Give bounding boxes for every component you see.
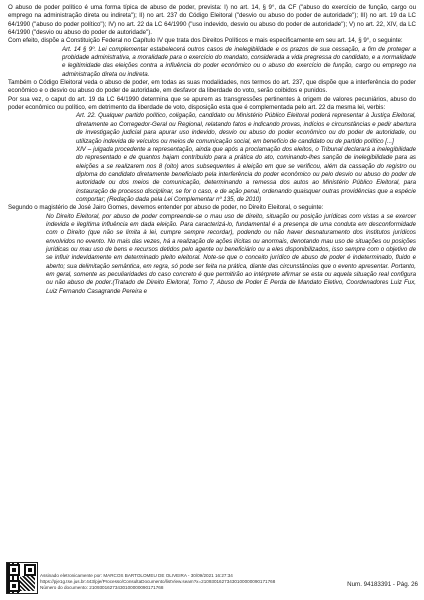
quote-art-22-xiv: XIV – julgada procedente a representação, ainda que após a proclamação dos eleitos, o Tribunal declarará a inelegibilidade do representado e de quantos hajam contribuído para a prática do ato, cominando-lhes sanção de inelegibilidade para as eleições a se realizarem nos 8 (oito) anos subsequentes à eleição em que se verificou, além da cassação do registro ou diploma do candidato diretamente beneficiado pela interferência do poder econômico ou pelo desvio ou abuso do poder de autoridade ou dos meios de comunicação, determinando a remessa dos autos ao Ministério Público Eleitoral, para instauração de processo disciplinar, se for o caso, e de ação penal, ordenando quaisquer outras providências que a espécie comportar; (Redação dada pela Lei Complementar nº 135, de 2010) xyxy=(76,145,416,203)
signature-footer xyxy=(0,562,424,600)
paragraph-jose-jairo: Segundo o magistério de José Jairo Gomes, devemos entender por abuso de poder, no Direito Eleitoral, o seguinte: xyxy=(8,204,324,212)
paragraph-abuso-politico: O abuso de poder político é uma forma típica de abuso de poder, prevista: I) no art. 14, § 9°, da CF ("abuso do exercício de função, cargo ou emprego na administração direta ou indireta"); II) no art. 237 do Código Eleitoral ("desvio ou abuso do poder de autoridade"); III) no art. 19 da LC 64/1990 ("abuso do poder político"); IV) no art. 22 da LC 64/1990 ("uso indevido, desvio ou abuso do poder de autoridade"); V) no art. 22, XIV, da LC 64/1990 ("desvio ou abuso do poder de autoridade"). xyxy=(8,4,416,37)
page-number: Num. 94183391 - Pág. 26 xyxy=(347,581,418,588)
quote-art-22: Art. 22. Qualquer partido político, coligação, candidato ou Ministério Público Eleitoral poderá representar à Justiça Eleitoral, diretamente ao Corregedor-Geral ou Regional, relatando fatos e indicando provas, indícios e circunstâncias e pedir abertura de investigação judicial para apurar uso indevido, desvio ou abuso do poder econômico ou do poder de autoridade, ou utilização indevida de veículos ou meios de comunicação social, em benefício de candidato ou de partido político [...] xyxy=(76,112,416,145)
qr-code-icon[interactable] xyxy=(6,562,38,594)
signature-info xyxy=(40,573,340,591)
paragraph-codigo-eleitoral: Também o Código Eleitoral veda o abuso de poder, em todas as suas modalidades, nos termos do art. 237, que dispõe que a interferência do poder econômico e o desvio ou abuso do poder de autoridade, em desfavor da liberdade do voto, serão coibidos e punidos. xyxy=(8,79,416,95)
paragraph-constituicao: Com efeito, dispõe a Constituição Federal no Capítulo IV que trata dos Direitos Políticos e mais especificamente em seu art. 14, § 9°, o seguinte: xyxy=(8,37,403,45)
paragraph-lc-64: Por sua vez, o caput do art. 19 da LC 64/1990 determina que se apurem as transgressões pertinentes à origem de valores pecuniários, abuso do poder econômico ou político, em detrimento da liberdade de voto, disposição esta que é complementada pelo art. 22 da mesma lei, verbis: xyxy=(8,95,416,112)
document-number: Número do documento: 21093016273430100000090171768 xyxy=(40,585,164,590)
quote-art-14: Art. 14 § 9º. Lei complementar estabelecerá outros casos de inelegibilidade e os prazos de sua cessação, a fim de proteger a probidade administrativa, a moralidade para o exercício do mandato, considerada a vida pregressa do candidato, e a normalidade e legitimidade das eleições contra a influência do poder econômico ou o abuso do exercício de função, cargo ou emprego na administração direta ou indireta. xyxy=(62,45,416,78)
document-body xyxy=(8,4,416,296)
document-url[interactable]: https://pje1g.tse.jus.br:443/pje/Processo/ConsultaDocumento/listView.seam?x=21093016273430100000090171768 xyxy=(40,579,276,584)
quote-jose-jairo: No Direito Eleitoral, por abuso de poder compreende-se o mau uso de direito, situação ou posição jurídicas com vistas a se exercer indevida e ilegítima influência em dada eleição. Para caracterizá-lo, fundamental é a presença de uma conduta em desconformidade com o Direito (que não se limita à lei, cumpre sempre recordar), podendo ou não haver desnaturamento dos institutos jurídicos envolvidos no evento. No mais das vezes, há a realização de ações ilícitas ou anormais, denotando mau uso de situações ou posições jurídicas ou mau uso de bens e recursos detidos pelo agente ou beneficiário ou a eles disponibilizados, isso sempre com o objetivo de se influir indevidamente em determinado pleito eleitoral. Note-se que o conceito jurídico de abuso de poder é indeterminado, fluido e aberto; sua delimitação semântica, em regra, só pode ser feita na prática, diante das circunstâncias que o evento apresentar. Portanto, em geral, somente as peculiaridades do caso concreto é que permitirão ao intérprete afirmar se esta ou aquela situação real configura ou não abuso de poder.(Tratado de Direito Eleitoral, Tomo 7, Abuso de Poder E Perda de Mandato Eletivo, Coordenadores Luiz Fux, Luiz Fernando Casagrande Pereira e xyxy=(46,212,416,295)
signature-line: Assinado eletronicamente por: MARCOS BARTOLOMEU DE OLIVEIRA - 30/09/2021 16:27:34 xyxy=(40,573,233,578)
